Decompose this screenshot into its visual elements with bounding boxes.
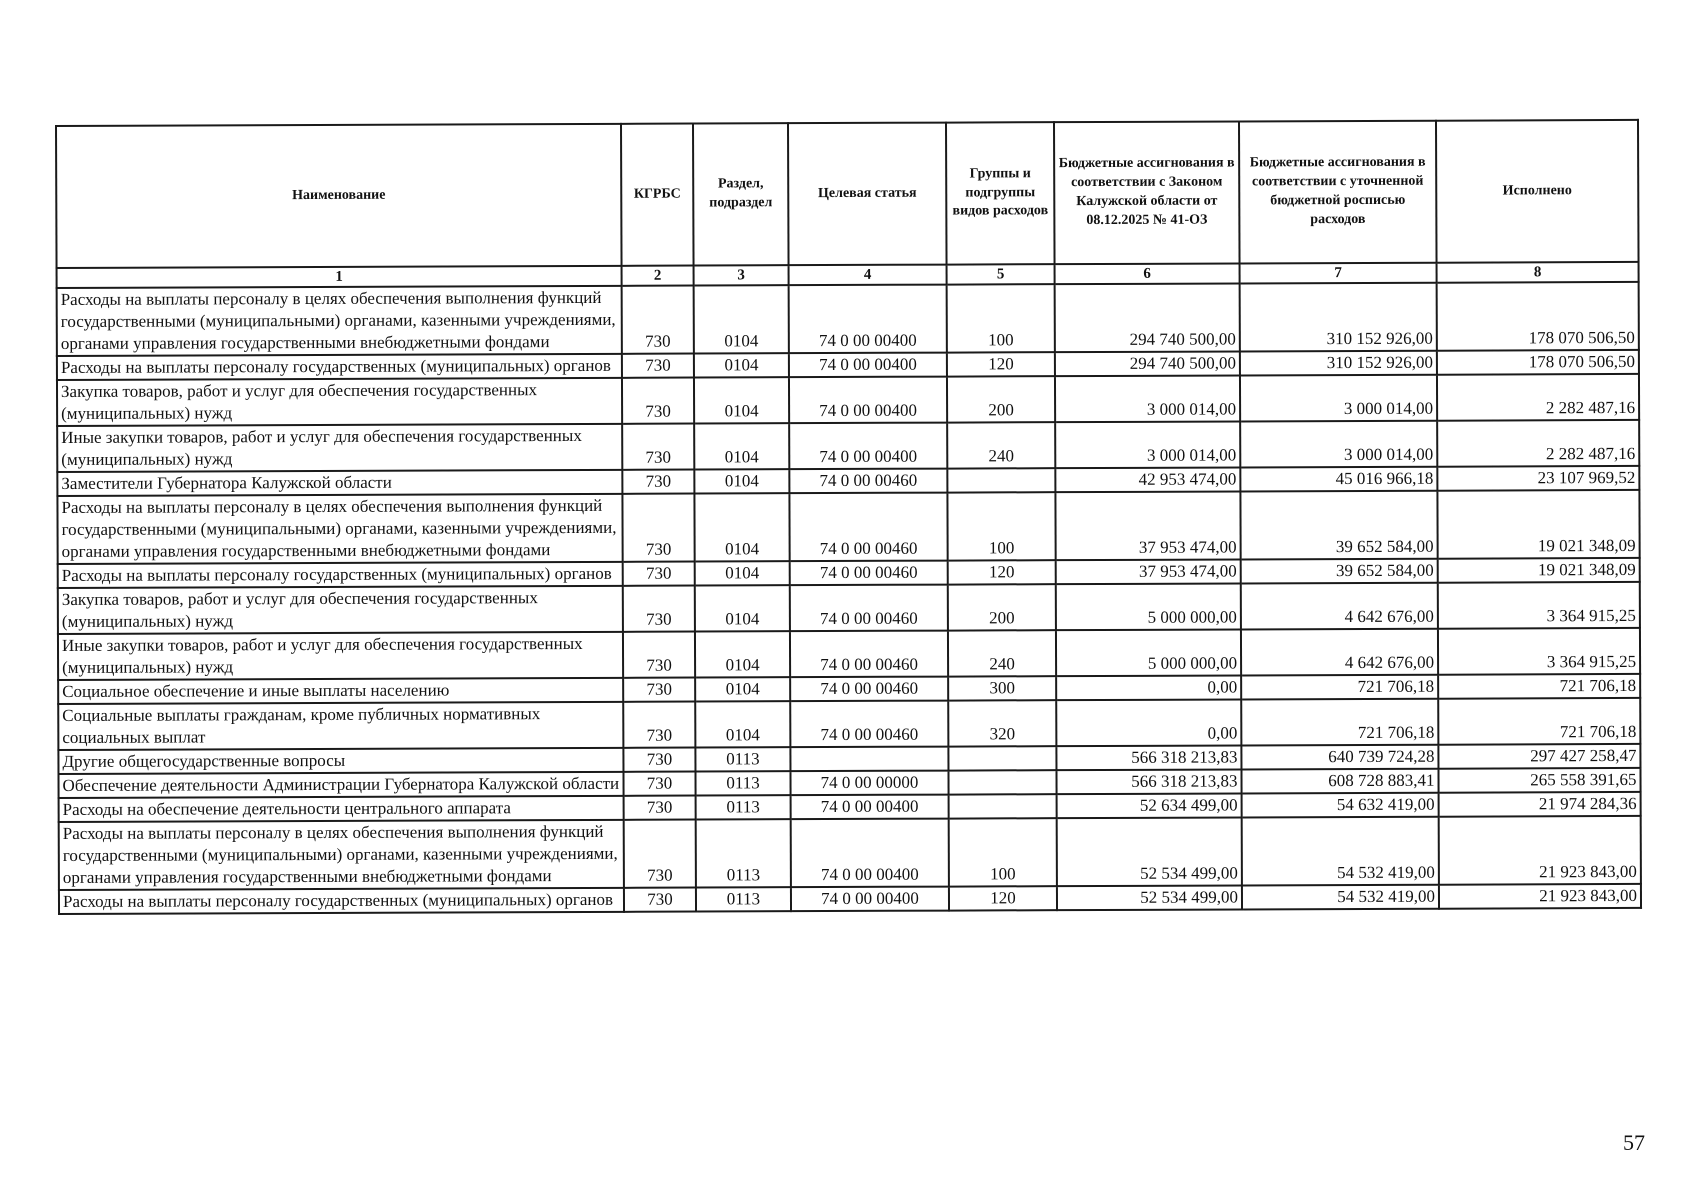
- cell-refined-allocation: 3 000 014,00: [1240, 375, 1437, 422]
- cell-kgrbs: 730: [623, 586, 695, 632]
- cell-executed: 2 282 487,16: [1437, 374, 1639, 421]
- cell-target: 74 0 00 00400: [789, 423, 947, 470]
- cell-executed: 19 021 348,09: [1438, 558, 1640, 583]
- table-row: [59, 816, 1641, 890]
- header-groups: Группы и подгруппы видов расходов: [946, 122, 1055, 264]
- cell-refined-allocation: 721 706,18: [1241, 699, 1438, 746]
- cell-section: 0113: [696, 795, 791, 819]
- cell-section: 0104: [694, 377, 789, 423]
- cell-law-allocation: 0,00: [1056, 675, 1241, 700]
- cell-section: 0104: [694, 493, 789, 561]
- cell-law-allocation: 5 000 000,00: [1056, 629, 1241, 676]
- cell-group: 100: [949, 818, 1057, 886]
- cell-section: 0104: [695, 631, 790, 677]
- cell-group: 320: [948, 700, 1056, 746]
- cell-law-allocation: 3 000 014,00: [1055, 375, 1240, 422]
- cell-group: [948, 770, 1056, 794]
- cell-refined-allocation: 721 706,18: [1241, 675, 1438, 700]
- cell-executed: 3 364 915,25: [1438, 582, 1640, 629]
- table-row: [58, 698, 1640, 750]
- cell-name: Другие общегосударственные вопросы: [58, 748, 623, 774]
- cell-target: 74 0 00 00460: [790, 701, 948, 748]
- cell-name: Социальные выплаты гражданам, кроме публичных нормативных социальных выплат: [58, 702, 623, 750]
- cell-law-allocation: 0,00: [1056, 699, 1241, 746]
- cell-executed: 721 706,18: [1438, 674, 1640, 699]
- cell-target: [790, 747, 948, 772]
- header-executed: Исполнено: [1436, 120, 1639, 263]
- column-number: 8: [1437, 262, 1639, 283]
- cell-refined-allocation: 54 532 419,00: [1242, 885, 1439, 910]
- cell-executed: 21 923 843,00: [1439, 884, 1641, 909]
- cell-refined-allocation: 54 532 419,00: [1242, 817, 1439, 886]
- cell-target: 74 0 00 00400: [789, 353, 947, 378]
- cell-group: [947, 468, 1055, 492]
- cell-section: 0104: [695, 677, 790, 701]
- column-number: 4: [789, 265, 947, 286]
- cell-kgrbs: 730: [624, 796, 696, 820]
- cell-target: 74 0 00 00400: [789, 285, 947, 354]
- cell-executed: 23 107 969,52: [1437, 466, 1639, 491]
- table-row: [58, 582, 1640, 634]
- cell-group: 300: [948, 676, 1056, 700]
- cell-refined-allocation: 39 652 584,00: [1241, 559, 1438, 584]
- cell-refined-allocation: 310 152 926,00: [1240, 351, 1437, 376]
- cell-group: 240: [948, 630, 1056, 676]
- cell-section: 0113: [696, 819, 791, 887]
- header-refined-allocations: Бюджетные ассигнования в соответствии с уточненной бюджетной росписью расходов: [1239, 121, 1437, 264]
- cell-group: 120: [947, 352, 1055, 376]
- cell-law-allocation: 566 318 213,83: [1056, 745, 1241, 770]
- cell-refined-allocation: 4 642 676,00: [1241, 583, 1438, 630]
- cell-refined-allocation: 3 000 014,00: [1240, 421, 1437, 468]
- header-name: Наименование: [56, 124, 622, 268]
- cell-group: 200: [947, 376, 1055, 422]
- cell-target: 74 0 00 00460: [790, 677, 948, 702]
- cell-group: 120: [949, 886, 1057, 910]
- cell-name: Расходы на выплаты персоналу государственных (муниципальных) органов: [57, 354, 622, 380]
- cell-target: 74 0 00 00400: [791, 819, 949, 888]
- cell-name: Иные закупки товаров, работ и услуг для обеспечения государственных (муниципальных) нужд: [58, 632, 623, 680]
- cell-refined-allocation: 608 728 883,41: [1241, 769, 1438, 794]
- cell-name: Закупка товаров, работ и услуг для обеспечения государственных (муниципальных) нужд: [57, 378, 622, 426]
- cell-law-allocation: 294 740 500,00: [1055, 283, 1240, 352]
- cell-section: 0113: [696, 887, 791, 911]
- cell-refined-allocation: 640 739 724,28: [1241, 745, 1438, 770]
- table-body: [57, 282, 1641, 914]
- cell-name: Закупка товаров, работ и услуг для обеспечения государственных (муниципальных) нужд: [58, 586, 623, 634]
- cell-law-allocation: 37 953 474,00: [1056, 559, 1241, 584]
- cell-name: Расходы на выплаты персоналу в целях обеспечения выполнения функций государственными (муниципальными) органами, казенными учреждениями, органами управления государственными внебюджетными фондами: [57, 494, 622, 564]
- cell-kgrbs: 730: [622, 470, 694, 494]
- column-number: 6: [1055, 263, 1240, 284]
- cell-kgrbs: 730: [622, 286, 694, 354]
- cell-executed: 721 706,18: [1438, 698, 1640, 745]
- table-row: [58, 628, 1640, 680]
- cell-target: 74 0 00 00400: [791, 795, 949, 820]
- table-row: [59, 884, 1641, 914]
- cell-group: [948, 746, 1056, 770]
- cell-name: Расходы на выплаты персоналу в целях обеспечения выполнения функций государственными (муниципальными) органами, казенными учреждениями, органами управления государственными внебюджетными фондами: [57, 286, 622, 356]
- cell-section: 0104: [694, 353, 789, 377]
- budget-table: [55, 119, 1642, 915]
- cell-section: 0104: [694, 423, 789, 469]
- cell-law-allocation: 42 953 474,00: [1055, 467, 1240, 492]
- cell-executed: 21 923 843,00: [1439, 816, 1641, 885]
- cell-group: 200: [948, 584, 1056, 630]
- cell-law-allocation: 37 953 474,00: [1055, 491, 1240, 560]
- cell-executed: 19 021 348,09: [1437, 490, 1639, 559]
- cell-target: 74 0 00 00460: [790, 561, 948, 586]
- header-law-allocations: Бюджетные ассигнования в соответствии с Законом Калужской области от 08.12.2025 № 41-ОЗ: [1054, 121, 1240, 264]
- cell-section: 0104: [695, 585, 790, 631]
- cell-executed: 3 364 915,25: [1438, 628, 1640, 675]
- column-number: 2: [622, 266, 694, 286]
- cell-kgrbs: 730: [623, 748, 695, 772]
- cell-executed: 178 070 506,50: [1437, 282, 1639, 351]
- cell-kgrbs: 730: [622, 494, 694, 562]
- header-target: Целевая статья: [788, 123, 947, 266]
- cell-name: Расходы на обеспечение деятельности центрального аппарата: [59, 796, 624, 822]
- cell-law-allocation: 566 318 213,83: [1056, 769, 1241, 794]
- table-header: [56, 120, 1639, 268]
- cell-group: [949, 794, 1057, 818]
- cell-executed: 265 558 391,65: [1438, 768, 1640, 793]
- cell-name: Заместители Губернатора Калужской области: [57, 470, 622, 496]
- header-kgrbs: КГРБС: [621, 124, 694, 266]
- cell-group: 100: [947, 284, 1055, 352]
- cell-section: 0113: [695, 771, 790, 795]
- cell-kgrbs: 730: [623, 702, 695, 748]
- cell-refined-allocation: 39 652 584,00: [1240, 491, 1437, 560]
- cell-kgrbs: 730: [622, 354, 694, 378]
- cell-law-allocation: 52 634 499,00: [1057, 793, 1242, 818]
- cell-kgrbs: 730: [622, 424, 694, 470]
- cell-executed: 178 070 506,50: [1437, 350, 1639, 375]
- cell-executed: 2 282 487,16: [1437, 420, 1639, 467]
- cell-kgrbs: 730: [623, 678, 695, 702]
- cell-target: 74 0 00 00460: [790, 631, 948, 678]
- cell-law-allocation: 52 534 499,00: [1057, 817, 1242, 886]
- cell-law-allocation: 3 000 014,00: [1055, 421, 1240, 468]
- cell-name: Обеспечение деятельности Администрации Губернатора Калужской области: [58, 772, 623, 798]
- cell-target: 74 0 00 00460: [789, 493, 947, 562]
- table-row: [57, 374, 1639, 426]
- cell-group: 120: [948, 560, 1056, 584]
- cell-kgrbs: 730: [624, 888, 696, 912]
- column-number: 3: [694, 265, 789, 285]
- cell-name: Расходы на выплаты персоналу государственных (муниципальных) органов: [59, 888, 624, 914]
- cell-kgrbs: 730: [624, 820, 696, 888]
- column-number: 5: [947, 264, 1055, 284]
- cell-name: Расходы на выплаты персоналу в целях обеспечения выполнения функций государственными (муниципальными) органами, казенными учреждениями, органами управления государственными внебюджетными фондами: [59, 820, 624, 890]
- cell-refined-allocation: 54 632 419,00: [1242, 793, 1439, 818]
- cell-target: 74 0 00 00000: [790, 771, 948, 796]
- cell-law-allocation: 52 534 499,00: [1057, 885, 1242, 910]
- cell-section: 0104: [694, 285, 789, 353]
- cell-executed: 297 427 258,47: [1438, 744, 1640, 769]
- cell-target: 74 0 00 00400: [789, 377, 947, 424]
- cell-target: 74 0 00 00460: [790, 585, 948, 632]
- table-row: [57, 282, 1639, 356]
- page-number: 57: [1623, 1130, 1645, 1155]
- cell-group: 240: [947, 422, 1055, 468]
- cell-refined-allocation: 310 152 926,00: [1240, 283, 1437, 352]
- cell-name: Иные закупки товаров, работ и услуг для обеспечения государственных (муниципальных) нужд: [57, 424, 622, 472]
- cell-section: 0104: [694, 469, 789, 493]
- table-row: [57, 490, 1639, 564]
- cell-name: Социальное обеспечение и иные выплаты населению: [58, 678, 623, 704]
- cell-section: 0104: [695, 561, 790, 585]
- column-number: 7: [1240, 263, 1437, 284]
- cell-kgrbs: 730: [623, 562, 695, 586]
- cell-section: 0113: [695, 747, 790, 771]
- cell-refined-allocation: 45 016 966,18: [1240, 467, 1437, 492]
- cell-kgrbs: 730: [622, 378, 694, 424]
- cell-executed: 21 974 284,36: [1439, 792, 1641, 817]
- table-row: [57, 420, 1639, 472]
- column-number: 1: [57, 266, 622, 288]
- cell-kgrbs: 730: [623, 772, 695, 796]
- cell-law-allocation: 294 740 500,00: [1055, 351, 1240, 376]
- cell-section: 0104: [695, 701, 790, 747]
- cell-refined-allocation: 4 642 676,00: [1241, 629, 1438, 676]
- cell-law-allocation: 5 000 000,00: [1056, 583, 1241, 630]
- cell-target: 74 0 00 00400: [791, 887, 949, 912]
- cell-target: 74 0 00 00460: [789, 469, 947, 494]
- cell-group: 100: [947, 492, 1055, 560]
- cell-kgrbs: 730: [623, 632, 695, 678]
- cell-name: Расходы на выплаты персоналу государственных (муниципальных) органов: [58, 562, 623, 588]
- header-section: Раздел, подраздел: [693, 123, 789, 265]
